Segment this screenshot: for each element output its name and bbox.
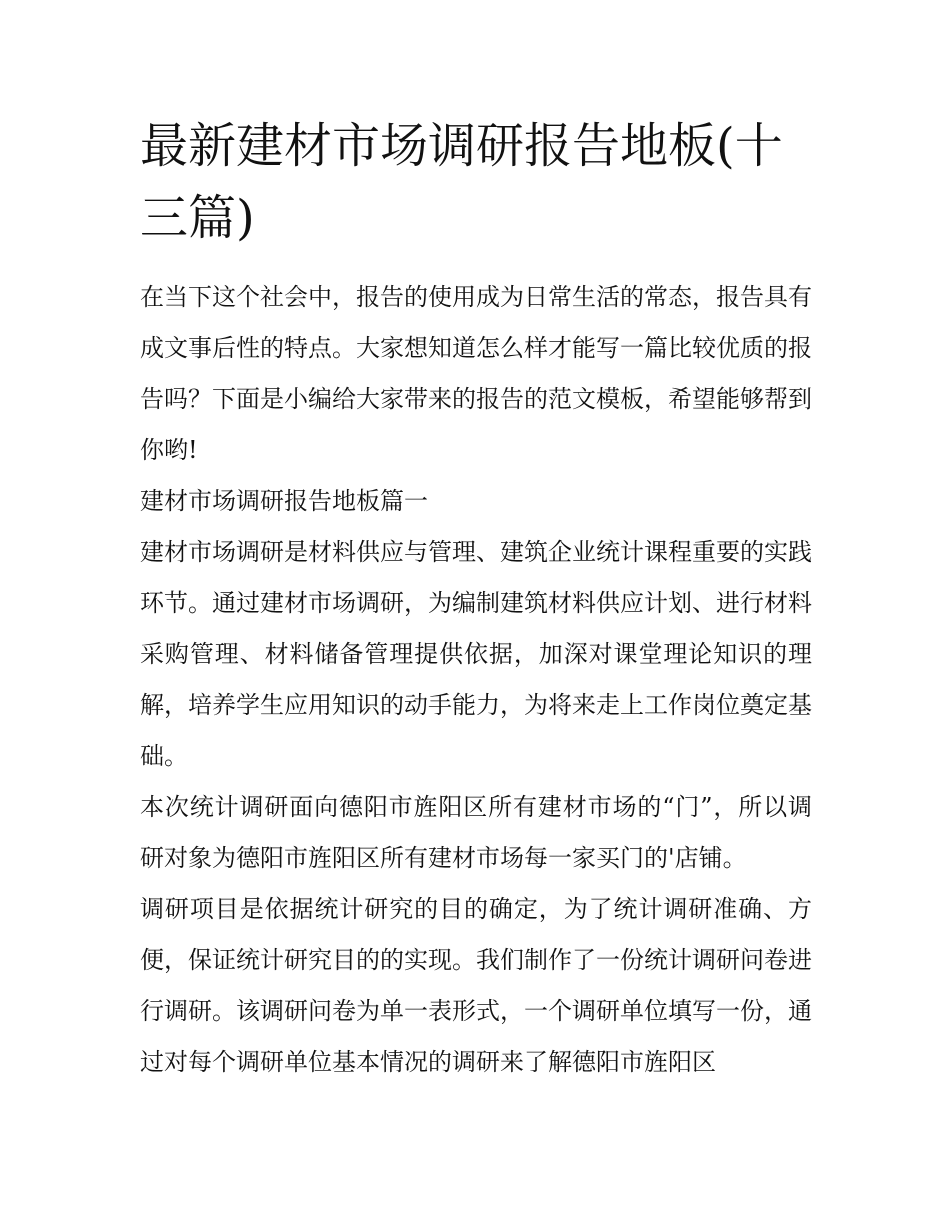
document-title: 最新建材市场调研报告地板(十三篇) <box>140 118 783 246</box>
section-heading: 建材市场调研报告地板篇一 <box>140 487 428 515</box>
intro-paragraph: 在当下这个社会中，报告的使用成为日常生活的常态，报告具有成文事后性的特点。大家想知道怎么样才能写一篇比较优质的报告吗？下面是小编给大家带来的报告的范文模板，希望能够帮到你哟! <box>140 283 812 464</box>
body-paragraph: 调研项目是依据统计研究的目的确定，为了统计调研准确、方便，保证统计研究目的的实现。我们制作了一份统计调研问卷进行调研。该调研问卷为单一表形式，一个调研单位填写一份，通过对每个调研单位基本情况的调研来了解德阳市旌阳区 <box>140 895 812 1076</box>
document-page <box>140 110 812 1088</box>
body-paragraph: 建材市场调研是材料供应与管理、建筑企业统计课程重要的实践环节。通过建材市场调研，为编制建筑材料供应计划、进行材料采购管理、材料储备管理提供依据，加深对课堂理论知识的理解，培养学生应用知识的动手能力，为将来走上工作岗位奠定基础。 <box>140 538 812 770</box>
body-paragraph: 本次统计调研面向德阳市旌阳区所有建材市场的“门”，所以调研对象为德阳市旌阳区所有建材市场每一家买门的'店铺。 <box>140 793 812 872</box>
